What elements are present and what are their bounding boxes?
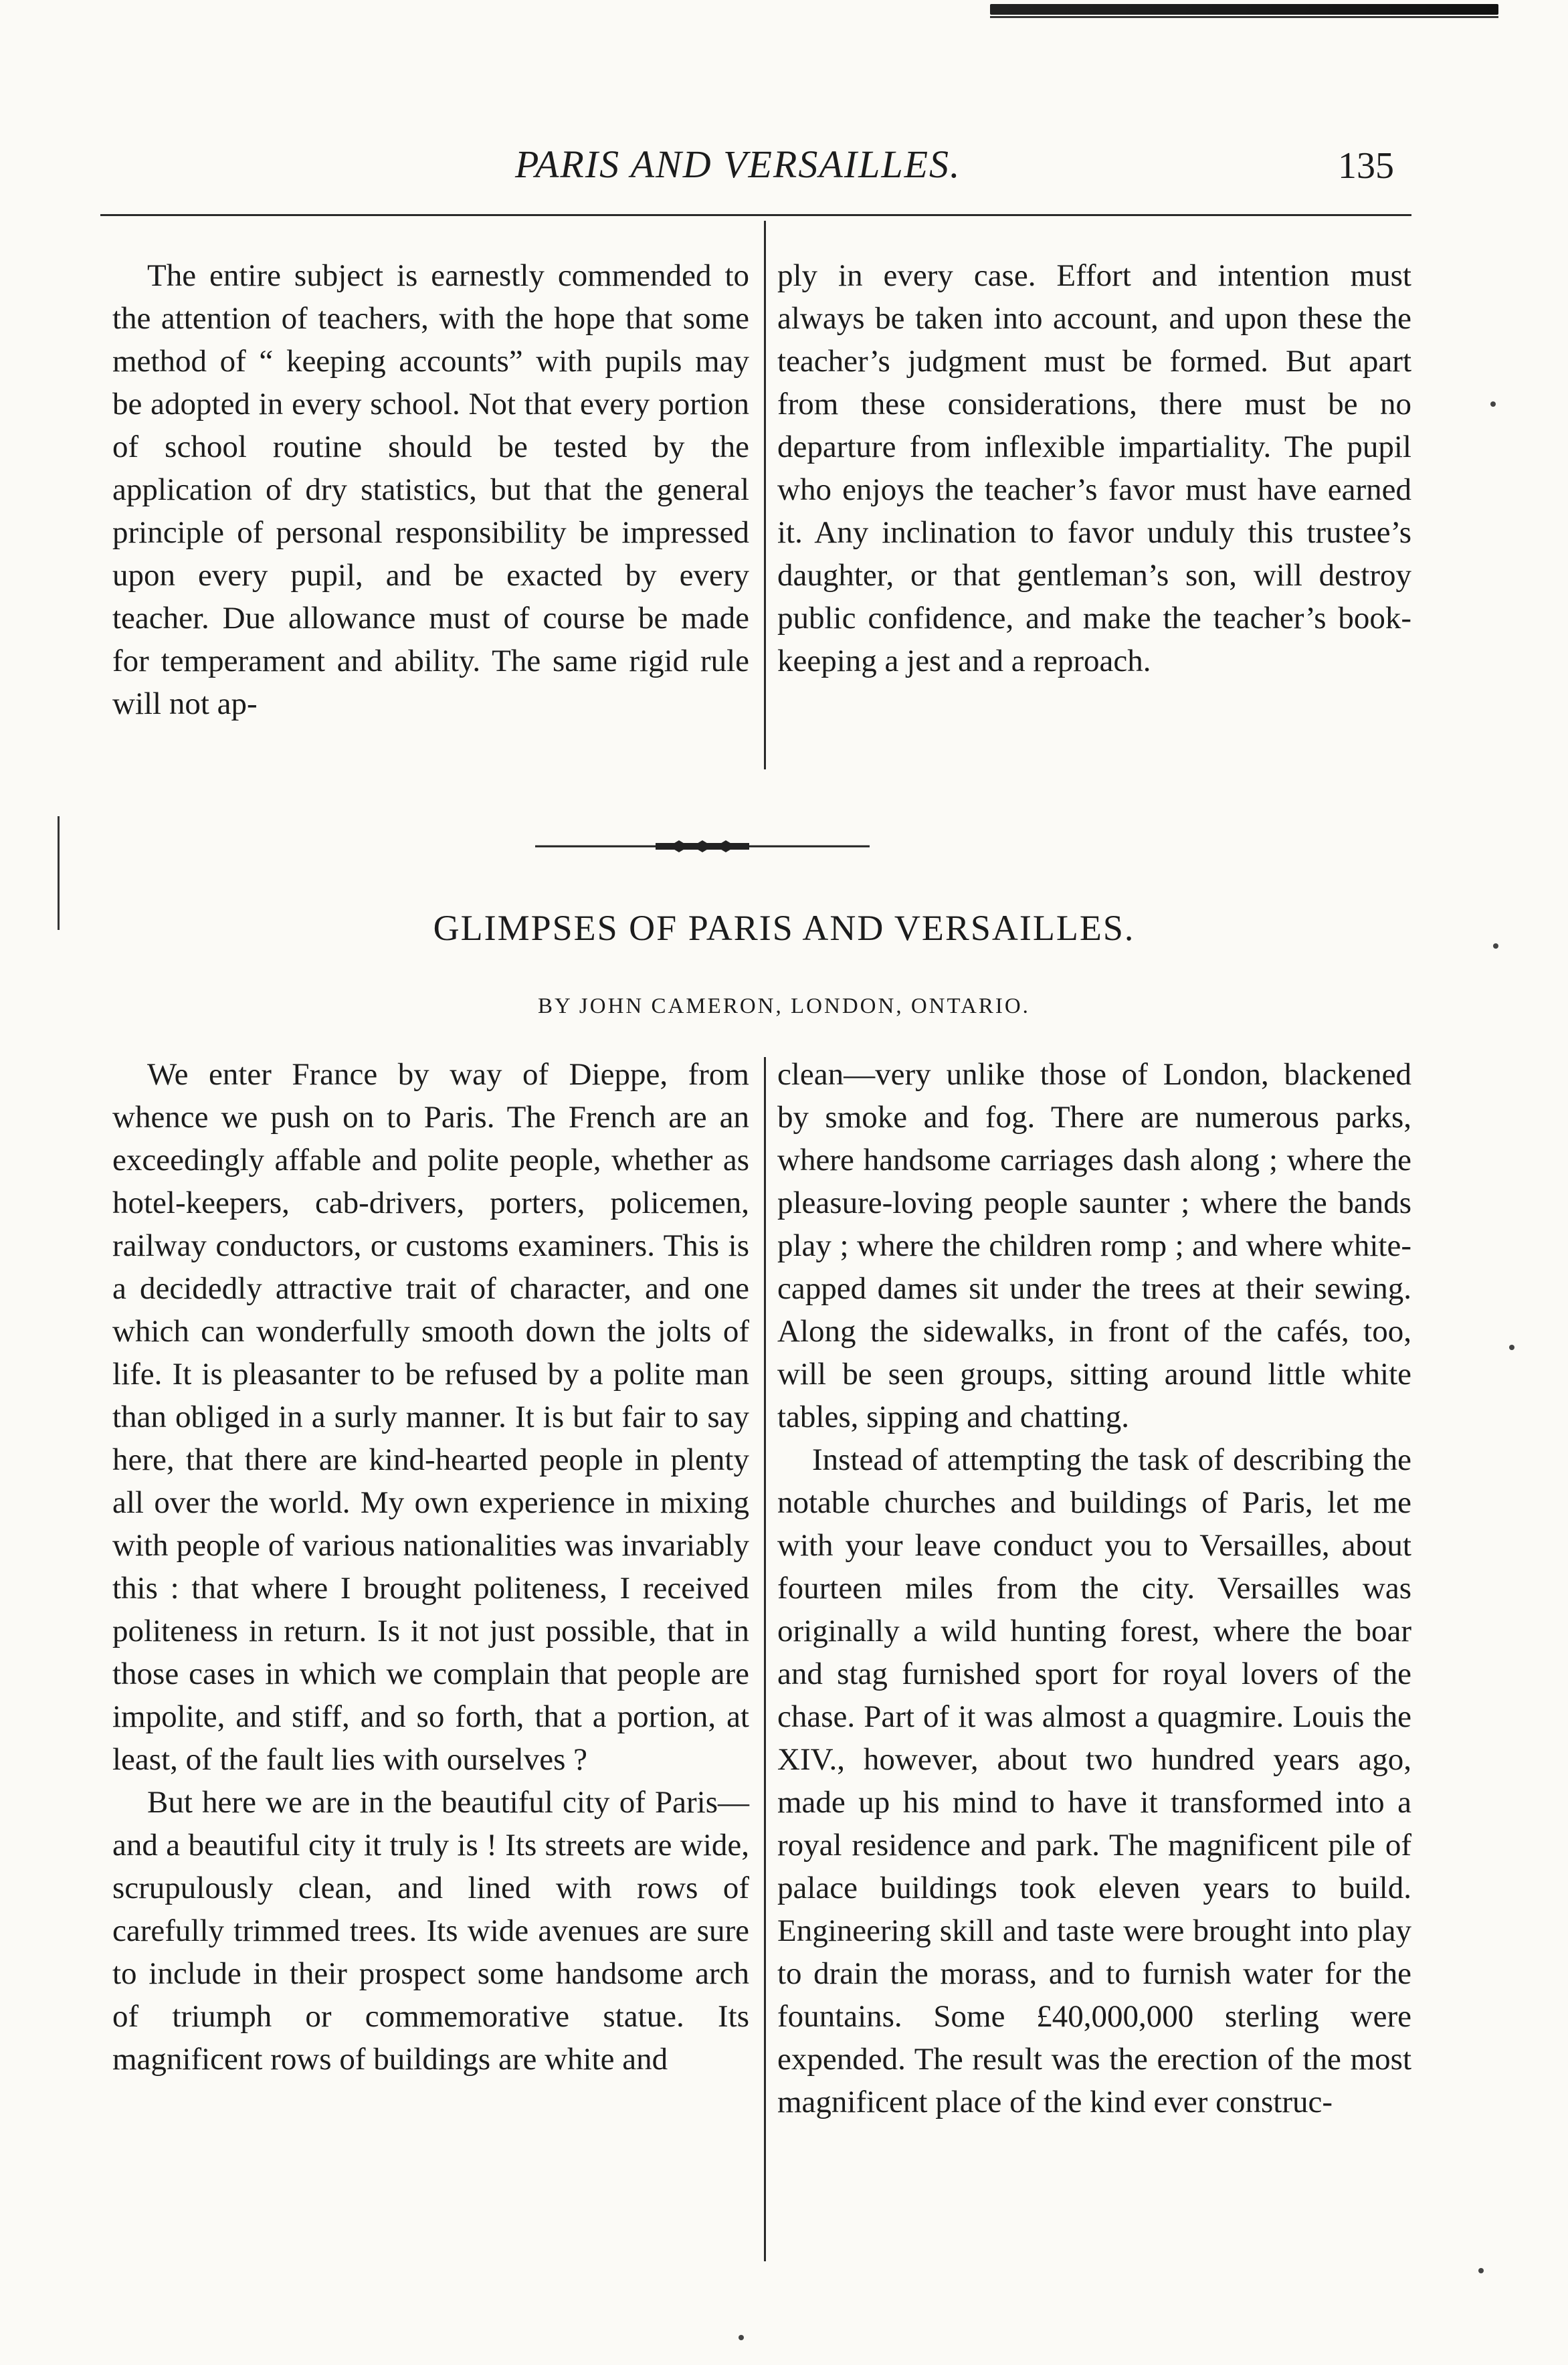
running-head-title: PARIS AND VERSAILLES. (515, 143, 961, 186)
article-paragraph: Instead of attempting the task of describing the notable churches and buildings of Paris, let me with your leave conduct you to Versailles, about fourteen miles from the city. Versailles was originally a wild hunting forest, where the boar and stag furnished sport for royal lovers of the chase. Part of it was almost a quagmire. Louis the XIV., however, about two hundred years ago, made up his mind to have it transformed into a royal residence and park. The magnificent pile of palace buildings took eleven years to build. Engineering skill and taste were brought into play to drain the morass, and to furnish water for the fountains. Some £40,000,000 sterling were expended. The result was the erection of the most magnificent place of the kind ever construc- (777, 1442, 1411, 2119)
article-left-column (112, 1053, 749, 2081)
print-speck (1493, 943, 1498, 949)
article-paragraph: clean—very unlike those of London, blackened by smoke and fog. There are numerous parks, where handsome carriages dash along ; where the pleasure-loving people saunter ; where the bands play ; where the children romp ; and where white-capped dames sit under the trees at their sewing. Along the sidewalks, in front of the cafés, too, will be seen groups, sitting around little white tables, sipping and chatting. (777, 1057, 1411, 1434)
top-edge-thin-rule (990, 16, 1498, 18)
article-title: GLIMPSES OF PARIS AND VERSAILLES. (433, 908, 1135, 948)
print-speck (1478, 2268, 1484, 2273)
article-paragraph: But here we are in the beautiful city of Paris—and a beautiful city it truly is ! Its streets are wide, scrupulously clean, and lined with rows of carefully trimmed trees. Its wide avenues are sure to include in their prospect some handsome arch of triumph or commemorative statue. Its magnificent rows of buildings are white and (112, 1785, 749, 2077)
print-speck (1509, 1345, 1514, 1350)
column-divider-bottom (764, 1057, 766, 2261)
print-speck (1490, 401, 1496, 407)
article-right-column (777, 1053, 1411, 2123)
previous-article-left-column (112, 254, 749, 725)
page-number: 135 (1338, 145, 1394, 187)
top-edge-rule (990, 4, 1498, 15)
previous-article-left-text: The entire subject is earnestly commended to the attention of teachers, with the hope that some method of “ keeping accounts” with pupils may be adopted in every school. Not that every portion of school routine should be tested by the application of dry statistics, but that the general principle of personal responsibility be impressed upon every pupil, and be exacted by every teacher. Due allowance must of course be made for temperament and ability. The same rigid rule will not ap- (112, 258, 749, 721)
section-ornament (535, 836, 870, 856)
header-rule (100, 214, 1411, 216)
running-head (0, 142, 1568, 202)
article-paragraph: We enter France by way of Dieppe, from whence we push on to Paris. The French are an exceedingly affable and polite people, whether as hotel-keepers, cab-drivers, porters, policemen, railway conductors, or customs examiners. This is a decidedly attractive trait of character, and one which can wonderfully smooth down the jolts of life. It is pleasanter to be refused by a polite man than obliged in a surly manner. It is but fair to say here, that there are kind-hearted people in plenty all over the world. My own experience in mixing with people of various nationalities was invariably this : that where I brought politeness, I received politeness in return. Is it not just possible, that in those cases in which we complain that people are impolite, and stiff, and so forth, that a portion, at least, of the fault lies with ourselves ? (112, 1057, 749, 1777)
article-byline: BY JOHN CAMERON, LONDON, ONTARIO. (538, 994, 1030, 1018)
print-speck (739, 2335, 744, 2340)
previous-article-right-text: ply in every case. Effort and intention must always be taken into account, and upon these the teacher’s judgment must be formed. But apart from these considerations, there must be no departure from inflexible impartiality. The pupil who enjoys the teacher’s favor must have earned it. Any inclination to favor unduly this trustee’s daughter, or that gentleman’s son, will destroy public confidence, and make the teacher’s book-keeping a jest and a reproach. (777, 258, 1411, 678)
previous-article-right-column (777, 254, 1411, 682)
column-divider-top (764, 221, 766, 769)
